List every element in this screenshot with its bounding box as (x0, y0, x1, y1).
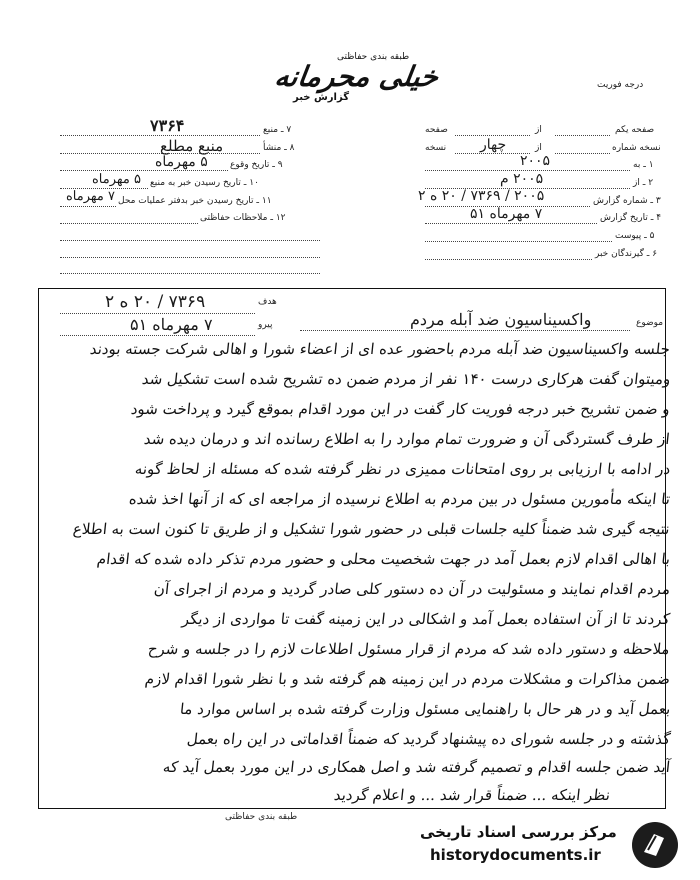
report-stamp: گزارش خبر (293, 92, 350, 103)
field-label-copy-end: نسخه (425, 143, 447, 153)
field-value-received-by-source: ۵ مهرماه (92, 172, 141, 187)
field-line-protective-notes (60, 223, 198, 224)
ref-number: ۷۳۶۹ / ۲۰ ه ۲ (105, 292, 206, 312)
watermark-url[interactable]: historydocuments.ir (430, 846, 601, 864)
subject-line (300, 330, 630, 331)
subject-label: موضوع (636, 318, 664, 328)
classification-small-label: طبقه بندی حفاظتی (337, 52, 410, 62)
field-label-occurrence-date: ۹ ـ تاریخ وقوع (230, 160, 283, 170)
body-line: با اهالی اقدام لازم بعمل آمد در جهت شخصیت محلی و حضور مردم تذکر داده شده که اقدام (95, 550, 671, 568)
field-value-to: ۲۰۰۵ (520, 153, 551, 169)
body-line: تا اینکه مأمورین مسئول در بین مردم به اطلاع نرسیده از مراجعه ای که از آنها اخذ شده (128, 490, 671, 508)
field-line-attachment (425, 241, 612, 242)
body-line: ومیتوان گفت هرکاری درست ۱۴۰ نفر از مردم ضمن ده تشریح شده است تشکیل شد (140, 370, 671, 388)
field-value-copy: چهار (480, 137, 507, 153)
field-line-report-date (425, 223, 597, 224)
field-line-page-2 (455, 135, 530, 136)
field-label-page-of: از (535, 125, 542, 135)
ref-label-2: پیرو (258, 320, 273, 330)
field-line-blank-1 (60, 240, 320, 241)
field-value-source: ۷۳۶۴ (150, 116, 185, 135)
body-line: گذشته و در جلسه شورای ده پیشنهاد گردید که ضمناً اقداماتی در این راه بعمل (185, 730, 671, 748)
body-line: در ادامه با ارزیابی بر روی امتحانات ممیزی در نظر گرفته شده که مسئله از لحاظ گونه (133, 460, 671, 478)
field-label-report-number: ۳ ـ شماره گزارش (593, 196, 661, 206)
field-line-recipients (425, 259, 592, 260)
field-value-from: ۲۰۰۵ م (500, 171, 544, 187)
field-value-origin: منبع مطلع (160, 137, 224, 155)
body-line: ملاحظه و دستور داده شد که مردم از قرار مسئول اطلاعات لازم را در جلسه و شرح (147, 640, 671, 658)
body-line: نظر اینکه ... ضمناً قرار شد ... و اعلام گردید (333, 786, 611, 804)
body-line: بعمل آید و در هر حال با راهنمایی مسئول وزارت گرفته شده بر اساس موارد ما (178, 700, 671, 718)
field-line-blank-3 (60, 273, 320, 274)
field-value-occurrence-date: ۵ مهرماه (155, 154, 208, 170)
field-value-report-number: ۲۰۰۵ / ۷۳۶۹ / ۲۰ ه ۲ (418, 188, 545, 204)
field-label-copy-of: از (535, 143, 542, 153)
field-value-report-date: ۷ مهرماه ۵۱ (470, 206, 543, 222)
field-line-page-1 (555, 135, 610, 136)
field-label-received-by-office: ۱۱ ـ تاریخ رسیدن خبر بدفتر عملیات محل (118, 196, 272, 206)
body-line: جلسه واکسیناسیون ضد آبله مردم باحضور عده ای از اعضاء شورا و اهالی شرکت جسته بودند (89, 340, 671, 358)
classification-header (272, 52, 475, 112)
ref-line-2 (60, 335, 255, 336)
body-line: نتیجه گیری شد ضمناً کلیه جلسات قبلی در حضور شورا تشکیل و از طریق تا کنون است به اطلاع (72, 520, 671, 538)
body-line: کردند تا از آن استفاده بعمل آمد و اشکالی در این زمینه گفت تا مواردی از دیگر (181, 610, 671, 628)
body-line: آید ضمن جلسه اقدام و تصمیم گرفته شد و اصل همکاری در این مورد بعمل آید که (162, 758, 671, 776)
field-label-page: صفحه یکم (615, 125, 655, 135)
footer-divider (38, 808, 666, 809)
ref-line-1 (60, 313, 255, 314)
field-line-occurrence-date (60, 170, 228, 171)
field-label-to: ۱ ـ به (633, 160, 654, 170)
body-line: ضمن مذاکرات و مشکلات مردم در این زمینه هم گرفته شد و با نظر شورا اقدام لازم (144, 670, 671, 688)
field-line-copy-1 (555, 153, 610, 154)
body-line: مردم اقدام نمایند و مسئولیت در آن ده دستور کلی صادر گردید و مردم از اجرای آن (152, 580, 671, 598)
field-label-recipients: ۶ ـ گیرندگان خبر (595, 249, 658, 259)
field-label-attachment: ۵ ـ پیوست (615, 231, 655, 241)
field-line-blank-2 (60, 257, 320, 258)
subject-value: واکسیناسیون ضد آبله مردم (410, 310, 592, 329)
field-label-report-date: ۴ ـ تاریخ گزارش (600, 213, 662, 223)
archive-logo-icon (630, 820, 680, 870)
field-line-source (60, 135, 260, 136)
field-label-protective-notes: ۱۲ ـ ملاحظات حفاظتی (200, 213, 286, 223)
field-label-copy: نسخه شماره (612, 143, 661, 153)
field-label-from: ۲ ـ از (633, 178, 654, 188)
ref-date: ۷ مهرماه ۵۱ (130, 315, 213, 334)
field-label-page-end: صفحه (425, 125, 448, 135)
classification-handwritten: خیلی محرمانه (272, 60, 441, 93)
body-line: از طرف گستردگی آن و ضرورت تمام موارد را به اطلاع رسانده اند و درمان دیده شد (143, 430, 671, 448)
body-line: و ضمن تشریح خبر درجه فوریت کار گفت در این مورد اقدام بموقع گیرد و پرداخت شود (130, 400, 671, 418)
left-margin-line (38, 288, 39, 808)
field-label-received-by-source: ۱۰ ـ تاریخ رسیدن خبر به منبع (150, 178, 259, 188)
footer-classification-label: طبقه بندی حفاظتی (225, 812, 298, 822)
field-line-received-by-office (60, 206, 116, 207)
field-label-origin: ۸ ـ منشأ (263, 143, 295, 153)
section-divider (38, 288, 666, 289)
field-value-received-by-office: ۷ مهرماه (66, 189, 115, 204)
field-label-source: ۷ ـ منبع (263, 125, 292, 135)
priority-label: درجه فوریت (597, 80, 644, 90)
ref-label-1: هدف (258, 297, 277, 307)
field-line-copy-2 (455, 153, 530, 154)
watermark-persian: مرکز بررسی اسناد تاریخی (420, 823, 617, 841)
